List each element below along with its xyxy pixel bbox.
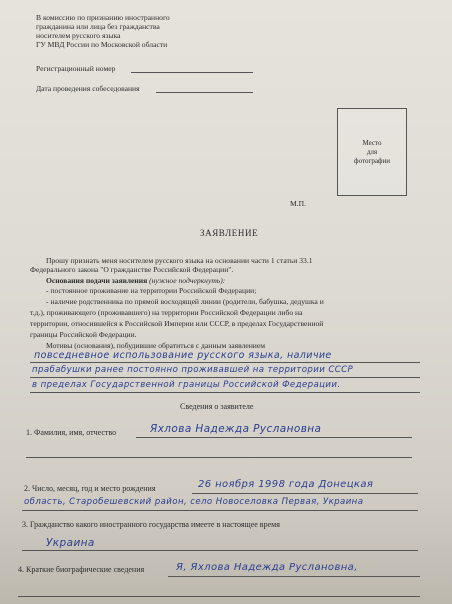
birth-info-label: 2. Число, месяц, год и место рождения	[24, 484, 156, 493]
biography-value: Я, Яхлова Надежда Руслановна,	[176, 562, 358, 573]
addressee-line-4: ГУ МВД России по Московской области	[36, 40, 168, 49]
registration-number-label: Регистрационный номер	[36, 64, 116, 73]
grounds-note: (нужное подчеркнуть):	[149, 276, 226, 285]
birth-info-value-line-2: область, Старобешевский район, село Новоселовка Первая, Украина	[24, 497, 364, 507]
motives-handwritten-line-3: в пределах Государственной границы Российской Федерации.	[32, 380, 341, 390]
ground-option-2-line-1: - наличие родственника по прямой восходящей линии (родители, бабушка, дедушка и	[46, 297, 324, 306]
birth-info-line-2	[22, 510, 418, 511]
ground-option-2-line-2: т.д.), проживающего (проживавшего) на территории Российской Федерации либо на	[30, 308, 303, 317]
addressee-line-1: В комиссию по признанию иностранного	[36, 13, 170, 22]
biography-extra-line	[18, 596, 420, 597]
birth-info-line-1	[192, 493, 418, 494]
grounds-heading: Основания подачи заявления	[46, 276, 148, 285]
citizenship-value: Украина	[46, 537, 95, 549]
registration-number-line	[131, 72, 253, 73]
interview-date-line	[156, 92, 253, 93]
full-name-value: Яхлова Надежда Руслановна	[150, 423, 322, 435]
ground-option-1: - постоянное проживание на территории Российской Федерации;	[46, 286, 257, 295]
motives-handwritten-line-1: повседневное использование русского языка, наличие	[34, 350, 332, 361]
full-name-label: 1. Фамилия, имя, отчество	[26, 428, 117, 437]
motives-rule-1	[30, 362, 420, 363]
motives-handwritten-line-2: прабабушки ранее постоянно проживавшей на территории СССР	[32, 365, 354, 375]
birth-info-value-line-1: 26 ноября 1998 года Донецкая	[198, 479, 374, 490]
applicant-section-title: Сведения о заявителе	[180, 402, 254, 411]
addressee-line-3: носителем русского языка	[36, 31, 121, 40]
request-text-line-2: Федерального закона "О гражданстве Российской Федерации".	[30, 265, 234, 274]
photo-label-3: фотографии	[354, 157, 390, 165]
biography-line	[168, 576, 420, 577]
motives-rule-2	[30, 377, 420, 378]
ground-option-2-line-3: территории, относившейся к Российской Империи или СССР, в пределах Государственной	[30, 319, 324, 328]
citizenship-label: 3. Гражданство какого иностранного государства имеете в настоящее время	[22, 520, 280, 529]
citizenship-line	[22, 550, 418, 551]
ground-option-2-line-4: границы Российской Федерации.	[30, 330, 137, 339]
full-name-extra-line	[26, 457, 412, 458]
request-text-line-1: Прошу признать меня носителем русского языка на основании части 1 статьи 33.1	[46, 256, 313, 265]
biography-label: 4. Краткие биографические сведения	[18, 565, 145, 574]
interview-date-label: Дата проведения собеседования	[36, 84, 140, 93]
full-name-line	[136, 437, 412, 438]
photo-placeholder-box	[337, 108, 407, 196]
photo-label-2: для	[366, 148, 378, 156]
motives-rule-3	[30, 392, 420, 393]
photo-label-1: Место	[362, 139, 382, 147]
addressee-line-2: гражданина или лица без гражданства	[36, 22, 160, 31]
grounds-heading-row	[46, 276, 225, 285]
document-title: ЗАЯВЛЕНИЕ	[200, 228, 259, 238]
stamp-label: М.П.	[290, 199, 307, 208]
motives-label: Мотивы (основания), побудившие обратиться с данным заявлением	[46, 341, 266, 350]
